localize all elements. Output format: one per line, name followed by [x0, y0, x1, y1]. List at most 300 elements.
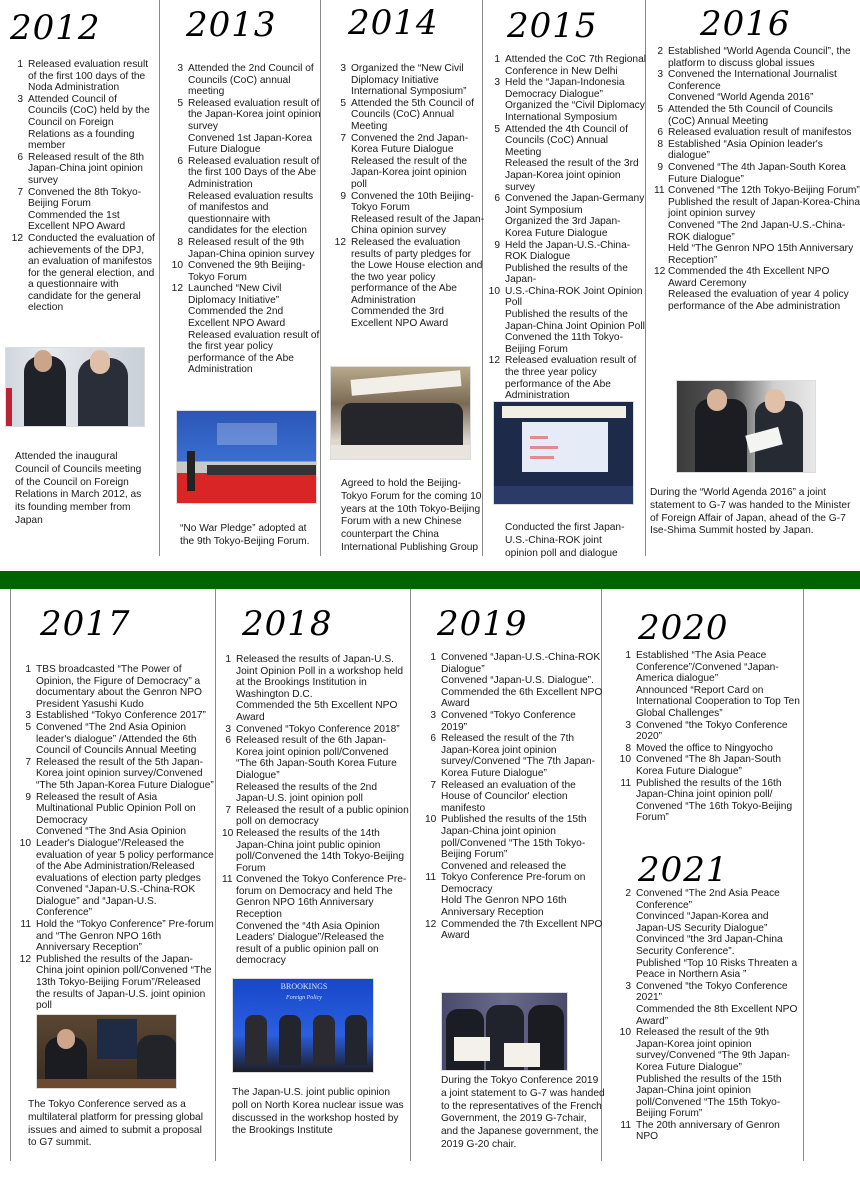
event-item — [222, 735, 410, 805]
event-text — [505, 77, 647, 123]
photo-caption: “No War Pledge” adopted at the 9th Tokyo-Beijing Forum. — [180, 523, 310, 547]
event-text — [188, 63, 322, 98]
event-item — [654, 162, 860, 185]
event-month: 5 — [494, 123, 500, 135]
event-line: Released the results of the 14th Japan-China joint public opinion poll/Convened the 14th Tokyo-Beijing Forum — [236, 827, 405, 874]
event-item — [14, 919, 214, 954]
event-text — [505, 286, 647, 356]
event-item — [654, 69, 860, 104]
event-item — [170, 63, 322, 98]
event-month: 11 — [20, 919, 31, 931]
event-line: Convened the International Journalist Conference — [668, 69, 837, 92]
event-item — [14, 710, 214, 722]
year-heading: 2020 — [638, 608, 729, 648]
event-line: Organized the “New Civil Diplomacy Initiative International Symposium” — [351, 63, 467, 98]
document-handover-photo — [676, 380, 816, 473]
event-line: Convened 1st Japan-Korea Future Dialogue — [188, 132, 313, 156]
event-line: Published “Top 10 Risks Threaten a Peace in Northern Asia ” — [636, 957, 798, 981]
year-heading: 2021 — [638, 850, 729, 890]
event-item — [14, 954, 214, 1012]
event-text — [636, 743, 802, 755]
event-item — [170, 98, 322, 156]
event-item — [10, 187, 156, 233]
event-line: Released the result of the 3rd Japan-Korea joint opinion survey — [505, 158, 639, 193]
event-line: Attended the 2nd Council of Councils (CoC) annual meeting — [188, 63, 314, 98]
divider — [803, 589, 804, 1161]
event-month: 3 — [430, 709, 436, 721]
event-month: 6 — [225, 735, 231, 747]
event-item — [612, 754, 802, 777]
event-item — [14, 722, 214, 757]
event-text — [236, 654, 410, 724]
event-line: Attended the 5th Council of Councils (CoC) Annual Meeting — [668, 103, 833, 127]
event-text — [36, 838, 214, 919]
event-month: 3 — [494, 77, 500, 89]
divider — [410, 589, 411, 1161]
event-line: Convinced “Japan-Korea and Japan-US Security Dialogue” — [636, 911, 769, 934]
event-month: 1 — [494, 54, 500, 65]
event-line: Convened “the Tokyo Conference 2020” — [636, 719, 788, 743]
event-month: 3 — [225, 723, 231, 735]
event-item — [222, 654, 410, 724]
event-month: 3 — [17, 93, 23, 105]
event-line: Attended the 4th Council of Councils (CoC) Annual Meeting — [505, 123, 628, 158]
year-column-2013 — [170, 7, 322, 376]
event-line: Published the results of the 15th Japan-China joint opinion poll/Convened “The 15th Tokyo-Beijing Forum” — [636, 1073, 782, 1120]
event-month: 8 — [625, 742, 631, 754]
event-line: TBS broadcasted “The Power of Opinion, the Figure of Democracy” a documentary about the Genron NPO President Yasushi Kudo — [36, 664, 202, 710]
event-line: Convened “The 2nd Asia Opinion leader's dialogue” /Attended the 6th Council of Councils Annual Meeting — [36, 721, 197, 757]
event-month: 10 — [619, 1027, 631, 1039]
event-month: 1 — [25, 664, 31, 675]
event-line: Published the results of the 15th Japan-China joint opinion poll/Convened “The 15th Tokyo-Beijing Forum” — [441, 814, 587, 861]
event-item — [14, 664, 214, 710]
photo-caption: Attended the inaugural Council of Councils meeting of the Council on Foreign Relations in March 2012, as its founding member from Japan — [15, 451, 142, 526]
event-month: 3 — [340, 63, 346, 74]
event-line: Convened the 10th Beijing-Tokyo Forum — [351, 190, 474, 214]
event-item — [10, 233, 156, 314]
event-text — [28, 59, 156, 94]
event-month: 9 — [25, 791, 31, 803]
event-month: 2 — [657, 46, 663, 57]
event-line: U.S.-China-ROK Joint Opinion Poll — [505, 285, 643, 309]
event-line: Commended the 4th Excellent NPO Award Ceremony — [668, 266, 830, 289]
event-month: 11 — [654, 185, 665, 197]
event-line: Convened the Japan-Germany Joint Symposium — [505, 193, 645, 216]
event-line: Published the results of the Japan-China Joint Opinion Poll — [505, 309, 645, 332]
event-line: Released result of the 9th Japan-China opinion survey — [188, 236, 315, 260]
event-month: 5 — [340, 97, 346, 109]
event-text — [351, 98, 485, 133]
event-item — [170, 156, 322, 237]
event-list — [10, 59, 156, 314]
event-item — [487, 124, 647, 194]
event-month: 11 — [620, 777, 631, 789]
event-text — [351, 133, 485, 191]
event-month: 12 — [19, 953, 31, 965]
event-line: Commended the 3rd Excellent NPO Award — [351, 306, 449, 330]
event-line: Tokyo Conference Pre-forum on Democracy — [441, 872, 586, 895]
press-conference-photo — [493, 401, 634, 505]
event-item — [612, 981, 802, 1027]
event-item — [425, 733, 603, 779]
event-line: Convened the 11th Tokyo-Beijing Forum — [505, 332, 623, 355]
brookings-panel-photo — [232, 978, 374, 1073]
event-month: 10 — [171, 260, 183, 272]
event-text — [188, 156, 322, 237]
event-month: 3 — [657, 69, 663, 81]
divider — [10, 589, 11, 1161]
event-month: 2 — [625, 888, 631, 899]
event-item — [654, 46, 860, 69]
event-list — [612, 650, 802, 824]
event-month: 7 — [17, 186, 23, 198]
event-month: 3 — [25, 710, 31, 722]
event-text — [668, 139, 860, 162]
event-month: 1 — [17, 59, 23, 70]
event-line: Released the results of the 2nd Japan-U.S. joint opinion poll — [236, 781, 378, 805]
event-text — [236, 805, 410, 828]
event-text — [636, 981, 802, 1027]
event-line: Convened “The 8h Japan-South Korea Future Dialogue” — [636, 754, 781, 777]
event-text — [441, 733, 603, 779]
event-text — [441, 919, 603, 942]
event-item — [425, 780, 603, 815]
section-separator-band — [0, 571, 860, 589]
event-item — [612, 888, 802, 981]
event-line: Convened and released the — [441, 860, 567, 872]
event-line: Convened the “4th Asia Opinion Leaders' Dialogue”/Released the result of a public opinion pall on democracy — [236, 920, 385, 967]
forum-stage-photo — [176, 410, 317, 504]
event-text — [28, 152, 156, 187]
event-text — [188, 237, 322, 260]
event-line: Held “The Genron NPO 15th Anniversary Reception” — [668, 243, 854, 266]
event-item — [425, 710, 603, 733]
event-list — [612, 888, 802, 1143]
event-month: 10 — [619, 754, 631, 766]
event-line: Hold the “Tokyo Conference” Pre-forum and “The Genron NPO 16th Anniversary Reception” — [36, 919, 214, 954]
event-item — [14, 792, 214, 838]
event-month: 12 — [654, 266, 666, 278]
event-line: Convened “the Tokyo Conference 2021” — [636, 980, 788, 1004]
signing-table-photo — [36, 1014, 177, 1089]
year-column-2016 — [654, 6, 860, 313]
year-heading: 2012 — [10, 8, 101, 48]
event-list — [170, 63, 322, 376]
event-month: 1 — [430, 652, 436, 663]
event-text — [351, 237, 485, 330]
event-line: Convened “Japan-U.S.-China-ROK Dialogue” — [441, 652, 601, 675]
event-item — [10, 59, 156, 94]
event-text — [636, 754, 802, 777]
event-item — [654, 185, 860, 266]
year-column-2015 — [487, 8, 647, 402]
event-item — [222, 805, 410, 828]
event-line: Published the results of the Japan-China joint opinion poll/Convened “The 13th Tokyo-Beijing Forum”/Released the results of Japan-U.S. joint opinion poll — [36, 953, 212, 1012]
event-text — [636, 888, 802, 981]
event-line: Released the evaluation results of party pledges for the Lowe House election and the two year policy performance of the Abe Administration — [351, 236, 483, 306]
divider — [159, 0, 160, 556]
photo-sign-text: BROOKINGS — [280, 982, 328, 991]
event-text — [441, 652, 603, 710]
event-item — [333, 133, 485, 191]
event-item — [170, 237, 322, 260]
year-heading: 2018 — [242, 604, 333, 644]
event-item — [425, 814, 603, 872]
event-month: 7 — [430, 779, 436, 791]
year-column-2021 — [612, 852, 802, 1143]
event-text — [505, 240, 647, 286]
event-item — [654, 104, 860, 127]
divider — [215, 589, 216, 1161]
year-column-2020 — [612, 610, 802, 824]
event-text — [668, 104, 860, 127]
event-item — [222, 828, 410, 874]
event-month: 5 — [25, 721, 31, 733]
event-text — [668, 185, 860, 266]
event-item — [487, 355, 647, 401]
year-column-2014 — [333, 5, 485, 330]
event-line: Convinced “the 3rd Japan-China Security Conference”. — [636, 934, 783, 957]
photo-caption: Agreed to hold the Beijing-Tokyo Forum for the coming 10 years at the 10th Tokyo-Beijing Forum with a new Chinese counterpart the China International Publishing Group — [341, 478, 482, 553]
event-month: 11 — [620, 1119, 631, 1131]
event-line: Organized the 3rd Japan-Korea Future Dialogue — [505, 216, 621, 239]
event-line: Released result of the 8th Japan-China joint opinion survey — [28, 151, 145, 186]
event-text — [28, 233, 156, 314]
event-line: Established “World Agenda Council”, the platform to discuss global issues — [668, 46, 851, 69]
event-line: Moved the office to Ningyocho — [636, 742, 773, 754]
event-month: 8 — [657, 138, 663, 150]
event-line: Commended the 6th Excellent NPO Award — [441, 686, 603, 710]
event-line: Attended Council of Councils (CoC) held by the Council on Foreign Relations as a founding member — [28, 93, 150, 152]
event-item — [487, 77, 647, 123]
event-line: Organized the “Civil Diplomacy International Symposium — [505, 100, 645, 123]
event-text — [505, 355, 647, 401]
event-month: 10 — [222, 827, 234, 839]
event-line: Convened the 2nd Japan-Korea Future Dialogue — [351, 132, 469, 156]
event-month: 11 — [222, 874, 233, 886]
event-line: Released evaluation results of manifestos and questionnaire with candidates for the election — [188, 190, 314, 237]
event-month: 6 — [657, 127, 663, 139]
event-text — [668, 266, 860, 312]
event-line: Convened “The 3nd Asia Opinion — [36, 826, 187, 838]
event-text — [668, 162, 860, 185]
event-line: Released the result of the 7th Japan-Korea joint opinion survey/Convened “The 7th Japan-Korea Future Dialogue” — [441, 733, 596, 779]
event-line: Convened the 9th Beijing-Tokyo Forum — [188, 260, 306, 283]
event-item — [654, 127, 860, 139]
event-month: 6 — [17, 151, 23, 163]
event-item — [612, 1120, 802, 1143]
event-line: Commended the 2nd Excellent NPO Award — [188, 306, 286, 330]
event-month: 3 — [625, 980, 631, 992]
event-line: Published the results of the 16th Japan-China joint opinion poll/ Convened “The 16th Tokyo-Beijing Forum” — [636, 777, 793, 824]
event-item — [487, 54, 647, 77]
event-line: Held the Japan-U.S.-China-ROK Dialogue — [505, 239, 631, 263]
year-heading: 2013 — [186, 5, 277, 45]
event-line: Commended the 1st Excellent NPO Award — [28, 209, 126, 233]
photo-caption: During the Tokyo Conference 2019 a joint statement to G-7 was handed to the representatives of the French Government, the 2019 G-7chair, and the Japanese government, the 2019 G-20 chair. — [441, 1075, 605, 1150]
event-line: Released the evaluation of year 4 policy performance of the Abe administration — [668, 289, 849, 313]
event-month: 11 — [425, 872, 436, 884]
event-text — [636, 650, 802, 720]
event-text — [668, 46, 860, 69]
event-month: 7 — [225, 804, 231, 816]
year-column-2019 — [425, 606, 603, 942]
event-item — [222, 724, 410, 736]
event-item — [333, 191, 485, 237]
event-text — [505, 193, 647, 239]
event-text — [636, 778, 802, 824]
event-line: Released result of the Japan-China opinion survey — [351, 213, 485, 237]
event-month: 1 — [225, 654, 231, 665]
event-line: Released evaluation result of the first 100 Days of the Abe Administration — [188, 155, 320, 190]
year-heading: 2015 — [507, 6, 598, 46]
photo-caption: Conducted the first Japan-U.S.-China-ROK joint opinion poll and dialogue — [505, 522, 625, 559]
event-text — [636, 1027, 802, 1120]
photo-sign-text: Foreign Policy — [286, 995, 322, 1001]
year-column-2012 — [10, 10, 156, 314]
event-text — [36, 919, 214, 954]
event-item — [333, 237, 485, 330]
event-item — [10, 152, 156, 187]
event-list — [14, 664, 214, 1012]
event-text — [505, 54, 647, 77]
event-line: Convened “The 2nd Asia Peace Conference” — [636, 888, 780, 911]
event-line: Convened “The 12th Tokyo-Beijing Forum” — [668, 185, 860, 197]
event-line: Published the results of the Japan- — [505, 262, 628, 286]
event-line: Convened “The 2nd Japan-U.S.-China-ROK dialogue” — [668, 219, 846, 243]
event-line: Convened “Japan-U.S.-China-ROK Dialogue” and “Japan-U.S. Conference” — [36, 884, 196, 919]
event-text — [351, 191, 485, 237]
event-text — [188, 98, 322, 156]
event-item — [487, 240, 647, 286]
year-heading: 2014 — [348, 3, 439, 43]
event-text — [236, 828, 410, 874]
event-item — [333, 98, 485, 133]
event-text — [236, 735, 410, 805]
event-month: 7 — [340, 132, 346, 144]
event-line: Released the result of the Japan-Korea joint opinion poll — [351, 155, 468, 190]
event-text — [441, 780, 603, 815]
event-list — [425, 652, 603, 942]
event-line: Convened “Tokyo Conference 2018” — [236, 723, 400, 735]
event-item — [425, 919, 603, 942]
event-month: 10 — [19, 837, 31, 849]
event-month: 3 — [625, 719, 631, 731]
year-column-2017 — [14, 606, 214, 1012]
event-line: Commended the 7th Excellent NPO Award — [441, 918, 603, 942]
event-text — [36, 954, 214, 1012]
event-item — [612, 650, 802, 720]
event-list — [654, 46, 860, 313]
event-item — [170, 260, 322, 283]
event-item — [222, 874, 410, 967]
event-item — [612, 1027, 802, 1120]
event-line: Leader's Dialogue”/Released the evaluation of year 5 policy performance of the Abe Administration/Released evaluations of election party pledges — [36, 837, 214, 884]
event-month: 9 — [340, 190, 346, 202]
event-line: Launched “New Civil Diplomacy Initiative” — [188, 283, 282, 306]
event-text — [28, 94, 156, 152]
event-text — [188, 283, 322, 376]
event-line: Published the result of Japan-Korea-China joint opinion survey — [668, 196, 860, 220]
event-line: Released an evaluation of the House of Councilor' election manifesto — [441, 779, 576, 814]
event-item — [487, 286, 647, 356]
year-heading: 2016 — [700, 4, 791, 44]
event-list — [487, 54, 647, 402]
event-text — [36, 722, 214, 757]
event-item — [425, 872, 603, 918]
event-month: 5 — [657, 103, 663, 115]
event-item — [612, 778, 802, 824]
event-line: Released the result of the 9th Japan-Korea joint opinion survey/Convened “The 9th Japan-Korea Future Dialogue” — [636, 1027, 791, 1073]
event-month: 9 — [657, 161, 663, 173]
event-item — [654, 266, 860, 312]
year-column-2018 — [222, 606, 410, 967]
event-text — [636, 1120, 802, 1143]
event-line: Convened the Tokyo Conference Pre-forum on Democracy and held The Genron NPO 16th Anniversary Reception — [236, 874, 407, 921]
event-text — [636, 720, 802, 743]
event-line: Convened “Tokyo Conference 2019” — [441, 709, 576, 733]
event-item — [612, 743, 802, 755]
event-text — [441, 872, 603, 918]
event-line: Attended the 5th Council of Councils (CoC) Annual Meeting — [351, 97, 474, 132]
event-list — [333, 63, 485, 330]
event-text — [36, 757, 214, 792]
event-month: 1 — [625, 650, 631, 661]
event-line: Released evaluation result of manifestos — [668, 127, 852, 139]
event-item — [14, 838, 214, 919]
event-line: Held the “Japan-Indonesia Democracy Dialogue” — [505, 77, 625, 100]
event-item — [333, 63, 485, 98]
event-line: Commended the 5th Excellent NPO Award — [236, 700, 398, 723]
year-heading: 2017 — [40, 604, 131, 644]
event-text — [36, 710, 214, 722]
event-item — [612, 720, 802, 743]
event-text — [188, 260, 322, 283]
event-line: Released evaluation result of the first 100 days of the Noda Administration — [28, 59, 149, 94]
event-text — [36, 792, 214, 838]
event-month: 6 — [430, 733, 436, 745]
event-line: Commended the 8th Excellent NPO Award” — [636, 1003, 798, 1027]
event-list — [222, 654, 410, 967]
event-text — [505, 124, 647, 194]
event-month: 12 — [425, 918, 437, 930]
event-line: Announced “Report Card on International Cooperation to Top Ten Global Challenges” — [636, 684, 800, 719]
event-month: 6 — [177, 155, 183, 167]
event-item — [654, 139, 860, 162]
event-line: Established “The Asia Peace Conference”/Convened “Japan-America dialogue” — [636, 650, 779, 685]
event-month: 12 — [334, 236, 346, 248]
joint-statement-photo — [441, 992, 568, 1071]
event-month: 10 — [488, 285, 500, 297]
event-month: 12 — [171, 283, 183, 295]
event-line: Hold The Genron NPO 16th Anniversary Reception — [441, 895, 567, 919]
event-text — [36, 664, 214, 710]
event-text — [441, 814, 603, 872]
event-item — [170, 283, 322, 376]
event-line: Established “Tokyo Conference 2017” — [36, 710, 206, 722]
event-month: 12 — [11, 232, 23, 244]
photo-caption: The Japan-U.S. joint public opinion poll on North Korea nuclear issue was discussed in the workshop hosted by the Brookings Institute — [232, 1087, 404, 1137]
event-month: 10 — [425, 814, 437, 826]
event-line: Released evaluation result of the three year policy performance of the Abe Administration — [505, 355, 637, 402]
event-line: Convened “World Agenda 2016” — [668, 92, 814, 104]
event-item — [14, 757, 214, 792]
event-text — [236, 874, 410, 967]
event-text — [28, 187, 156, 233]
event-line: Convened “Japan-U.S. Dialogue”. — [441, 675, 594, 687]
event-line: Established “Asia Opinion leader's dialogue” — [668, 138, 823, 162]
